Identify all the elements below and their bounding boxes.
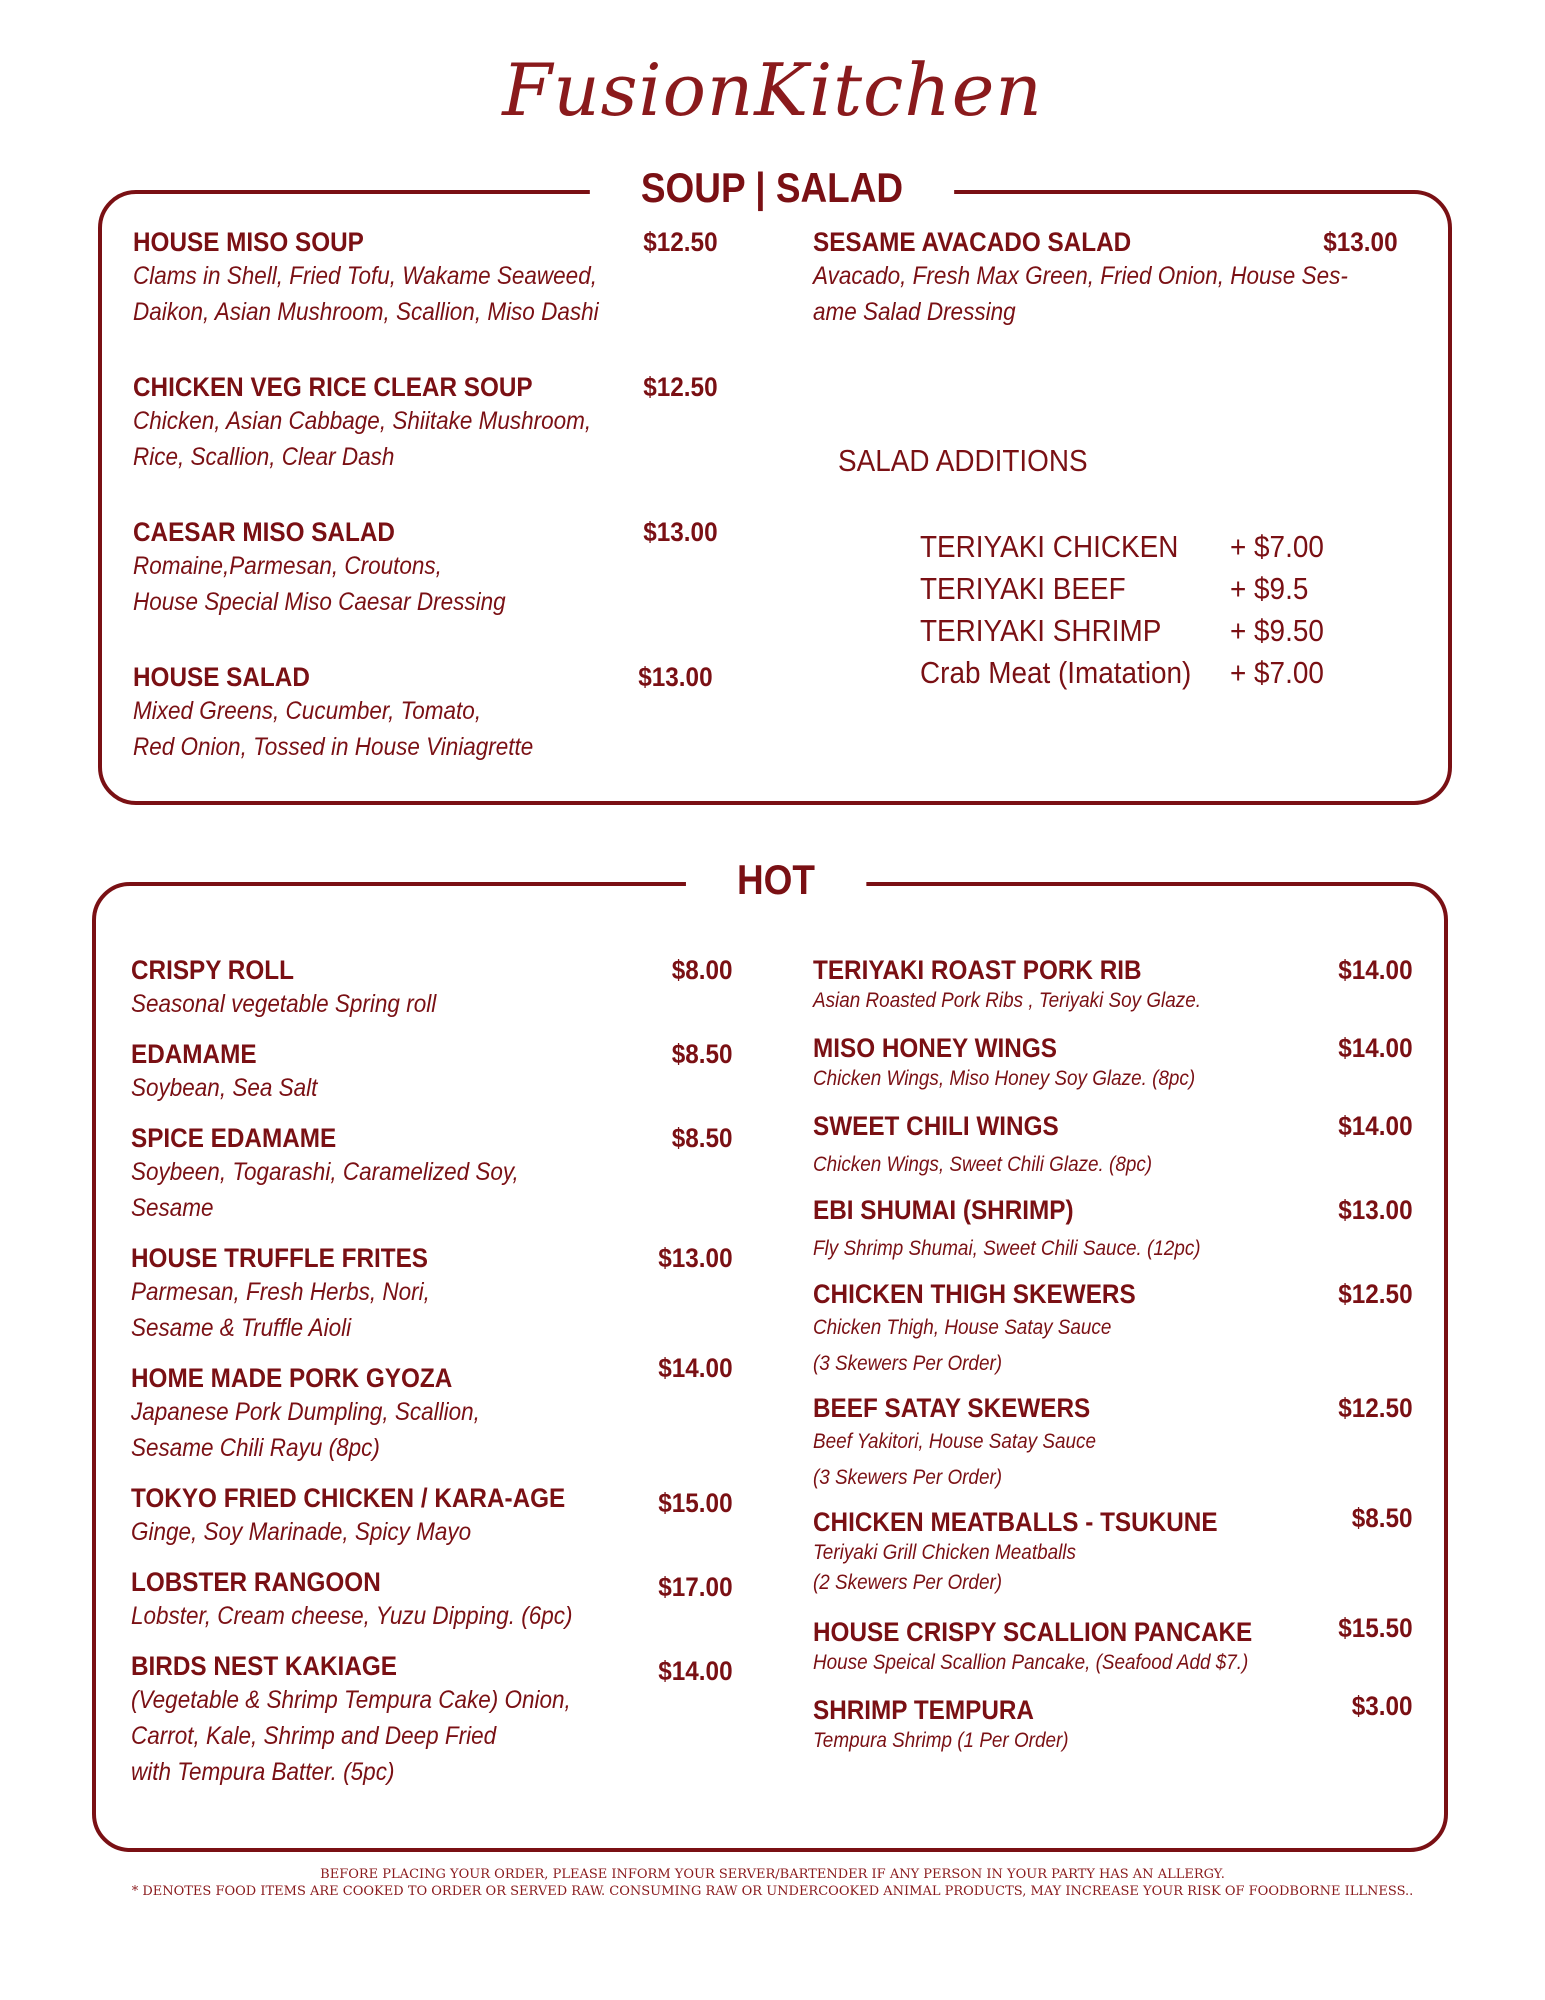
item-price: $8.50 xyxy=(1352,1503,1413,1533)
addition-price: + $9.5 xyxy=(1230,571,1309,606)
item-name: CAESAR MISO SALAD xyxy=(133,517,395,547)
item-name: CHICKEN THIGH SKEWERS xyxy=(813,1279,1136,1309)
item-name: BEEF SATAY SKEWERS xyxy=(813,1393,1091,1423)
menu-item xyxy=(813,1032,1413,1094)
menu-item xyxy=(131,1482,733,1550)
item-description: Ginge, Soy Marinade, Spicy Mayo xyxy=(131,1518,472,1546)
section-title: SOUP | SALAD xyxy=(590,162,954,214)
item-description: Clams in Shell, Fried Tofu, Wakame Seaweed, Daikon, Asian Mushroom, Scallion, Miso Dashi xyxy=(133,262,599,326)
item-price: $14.00 xyxy=(658,1353,733,1383)
item-price: $8.50 xyxy=(672,1123,733,1153)
menu-item xyxy=(131,1566,733,1634)
addition-name: TERIYAKI BEEF xyxy=(920,571,1126,606)
item-name: HOUSE CRISPY SCALLION PANCAKE xyxy=(813,1617,1253,1647)
item-name: HOUSE TRUFFLE FRITES xyxy=(131,1243,428,1273)
item-description: House Speical Scallion Pancake, (Seafood Add $7.) xyxy=(813,1651,1249,1674)
item-price: $14.00 xyxy=(1338,955,1413,985)
item-name: MISO HONEY WINGS xyxy=(813,1033,1057,1063)
item-price: $14.00 xyxy=(658,1656,733,1686)
item-name: EDAMAME xyxy=(131,1039,257,1069)
item-price: $14.00 xyxy=(1338,1111,1413,1141)
allergy-notice: BEFORE PLACING YOUR ORDER, PLEASE INFORM YOUR SERVER/BARTENDER IF ANY PERSON IN YOUR PARTY HAS AN ALLERGY. xyxy=(320,1867,1225,1882)
item-name: TOKYO FRIED CHICKEN / KARA-AGE xyxy=(131,1483,566,1513)
item-price: $15.50 xyxy=(1338,1613,1413,1643)
item-price: $12.50 xyxy=(1338,1279,1413,1309)
addition-name: TERIYAKI SHRIMP xyxy=(920,613,1162,648)
item-description: Japanese Pork Dumpling, Scallion, Sesame Chili Rayu (8pc) xyxy=(131,1398,480,1462)
item-description: (Vegetable & Shrimp Tempura Cake) Onion, Carrot, Kale, Shrimp and Deep Fried with Tempura Batter. (5pc) xyxy=(131,1686,571,1786)
salad-additions-heading: SALAD ADDITIONS xyxy=(838,443,1088,478)
item-name: CRISPY ROLL xyxy=(131,955,294,985)
item-price: $13.00 xyxy=(643,517,718,547)
item-description: Mixed Greens, Cucumber, Tomato, Red Onion, Tossed in House Viniagrette xyxy=(133,697,534,761)
menu-item xyxy=(813,954,1413,1016)
addition-name: TERIYAKI CHICKEN xyxy=(920,529,1179,564)
item-name: LOBSTER RANGOON xyxy=(131,1567,381,1597)
item-description: Parmesan, Fresh Herbs, Nori, Sesame & Truffle Aioli xyxy=(131,1278,430,1342)
menu-item xyxy=(813,1691,1413,1756)
menu-item xyxy=(813,1194,1413,1264)
item-price: $15.00 xyxy=(658,1488,733,1518)
item-price: $13.00 xyxy=(1323,227,1398,257)
item-price: $8.00 xyxy=(672,955,733,985)
item-description: Lobster, Cream cheese, Yuzu Dipping. (6pc) xyxy=(131,1602,573,1630)
item-name: EBI SHUMAI (SHRIMP) xyxy=(813,1195,1074,1225)
menu-item xyxy=(813,1392,1413,1496)
menu-item xyxy=(813,1278,1413,1382)
menu-item xyxy=(813,226,1398,330)
item-description: Chicken Wings, Miso Honey Soy Glaze. (8pc) xyxy=(813,1067,1196,1090)
item-description: Romaine,Parmesan, Croutons, House Special Miso Caesar Dressing xyxy=(133,552,506,616)
menu-item xyxy=(133,371,718,475)
menu-item xyxy=(131,1650,733,1790)
item-name: CHICKEN VEG RICE CLEAR SOUP xyxy=(133,372,533,402)
item-description: Soybeen, Togarashi, Caramelized Soy, Sesame xyxy=(131,1158,519,1222)
menu-item xyxy=(133,226,718,330)
item-name: BIRDS NEST KAKIAGE xyxy=(131,1651,397,1681)
menu-item xyxy=(813,1110,1413,1180)
menu-item xyxy=(131,954,733,1022)
item-name: CHICKEN MEATBALLS - TSUKUNE xyxy=(813,1507,1218,1537)
item-name: SESAME AVACADO SALAD xyxy=(813,227,1132,257)
menu-item xyxy=(813,1503,1413,1598)
item-description: Teriyaki Grill Chicken Meatballs (2 Skewers Per Order) xyxy=(813,1541,1076,1594)
item-price: $12.50 xyxy=(643,227,718,257)
item-description: Fly Shrimp Shumai, Sweet Chili Sauce. (12pc) xyxy=(813,1237,1201,1260)
item-name: SPICE EDAMAME xyxy=(131,1123,337,1153)
item-price: $14.00 xyxy=(1338,1033,1413,1063)
item-price: $13.00 xyxy=(658,1243,733,1273)
menu-item xyxy=(133,661,713,765)
item-description: Soybean, Sea Salt xyxy=(131,1074,318,1102)
item-description: Asian Roasted Pork Ribs , Teriyaki Soy Glaze. xyxy=(813,989,1201,1012)
item-description: Chicken, Asian Cabbage, Shiitake Mushroom, Rice, Scallion, Clear Dash xyxy=(133,407,592,471)
menu-item xyxy=(131,1242,733,1346)
item-name: HOUSE SALAD xyxy=(133,662,310,692)
menu-item xyxy=(133,516,718,620)
item-price: $12.50 xyxy=(643,372,718,402)
menu-item xyxy=(813,1613,1413,1678)
menu-item xyxy=(131,1038,733,1106)
raw-food-disclaimer: * DENOTES FOOD ITEMS ARE COOKED TO ORDER OR SERVED RAW. CONSUMING RAW OR UNDERCOOKED ANIMAL PRODUCTS, MAY INCREASE YOUR RISK OF FOODBORNE ILLNESS.. xyxy=(131,1884,1414,1899)
item-description: Beef Yakitori, House Satay Sauce (3 Skewers Per Order) xyxy=(813,1430,1096,1489)
menu-item xyxy=(131,1353,733,1466)
addition-name: Crab Meat (Imatation) xyxy=(920,655,1192,690)
item-description: Chicken Wings, Sweet Chili Glaze. (8pc) xyxy=(813,1153,1153,1176)
section-title: HOT xyxy=(686,854,866,906)
menu-item xyxy=(131,1122,733,1226)
item-description: Tempura Shrimp (1 Per Order) xyxy=(813,1729,1069,1752)
item-price: $12.50 xyxy=(1338,1393,1413,1423)
item-name: TERIYAKI ROAST PORK RIB xyxy=(813,955,1142,985)
item-price: $13.00 xyxy=(638,662,713,692)
addition-price: + $7.00 xyxy=(1230,529,1324,564)
item-price: $3.00 xyxy=(1352,1691,1413,1721)
item-description: Seasonal vegetable Spring roll xyxy=(131,990,437,1018)
addition-price: + $9.50 xyxy=(1230,613,1324,648)
item-price: $13.00 xyxy=(1338,1195,1413,1225)
item-description: Avacado, Fresh Max Green, Fried Onion, House Ses- ame Salad Dressing xyxy=(813,262,1348,326)
item-description: Chicken Thigh, House Satay Sauce (3 Skewers Per Order) xyxy=(813,1316,1112,1375)
item-name: HOUSE MISO SOUP xyxy=(133,227,364,257)
item-name: HOME MADE PORK GYOZA xyxy=(131,1363,453,1393)
item-price: $8.50 xyxy=(672,1039,733,1069)
item-price: $17.00 xyxy=(658,1572,733,1602)
item-name: SHRIMP TEMPURA xyxy=(813,1695,1034,1725)
item-name: SWEET CHILI WINGS xyxy=(813,1111,1059,1141)
addition-price: + $7.00 xyxy=(1230,655,1324,690)
brand-logo: FusionKitchen xyxy=(502,48,1043,132)
